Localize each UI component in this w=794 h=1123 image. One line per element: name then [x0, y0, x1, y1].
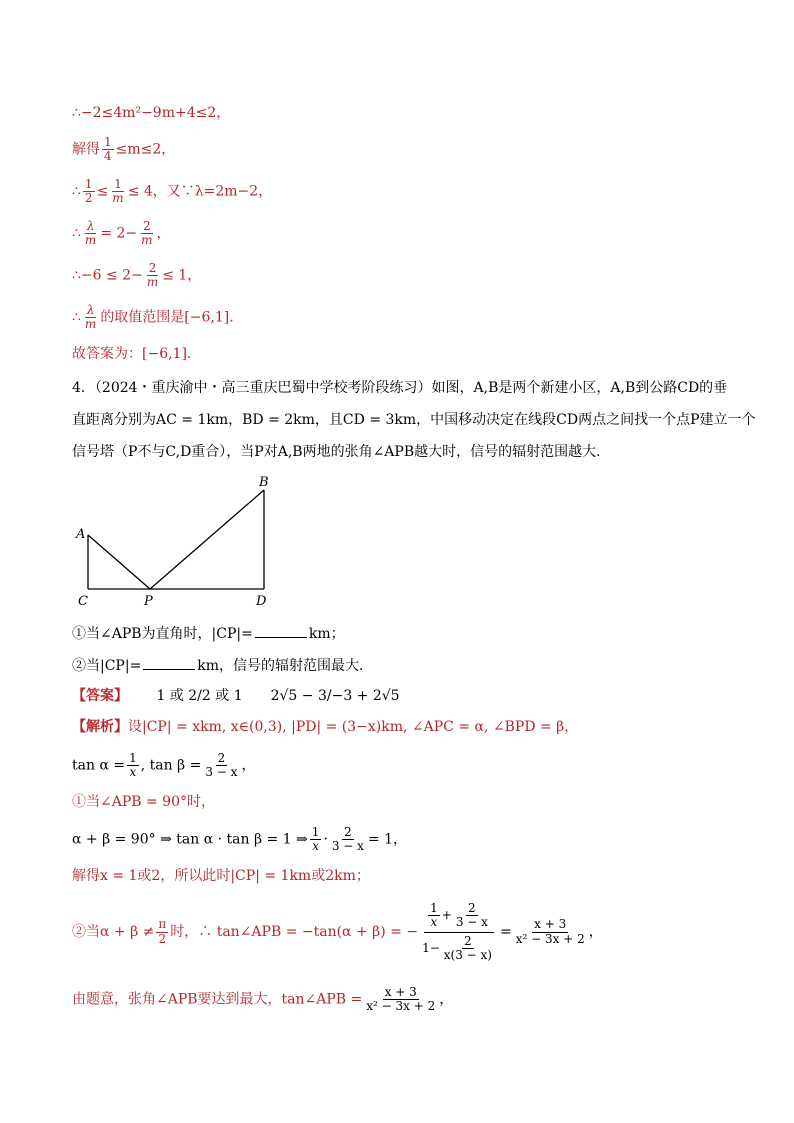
analysis-line-4 [72, 826, 407, 853]
compound-denominator [420, 933, 498, 962]
fraction-numerator: 1 [430, 901, 438, 916]
derivation-line-2 [72, 136, 175, 163]
fraction-numerator: x + 3 [534, 917, 567, 932]
fraction [83, 178, 95, 205]
fraction-denominator: 3 − x [455, 915, 488, 930]
fraction-denominator: x [129, 765, 137, 780]
text: ∴ [72, 183, 81, 200]
fraction-numerator: 2 [344, 825, 352, 839]
text: ②当α + β ≠ [72, 923, 155, 940]
fraction-denominator: m [84, 233, 97, 248]
label-d: D [256, 594, 267, 609]
derivation-line-6 [72, 304, 234, 331]
text: 解得 [72, 141, 100, 158]
text: ， [588, 923, 603, 940]
text: + [441, 908, 452, 923]
fraction-denominator: 2 [84, 191, 93, 206]
text: = 1， [367, 831, 408, 848]
text: α + β = 90° ⇒ tan α · tan β = 1 ⇒ [72, 831, 308, 848]
fraction [127, 752, 139, 779]
fraction-numerator: 1 [114, 177, 122, 191]
text: ≤ [96, 183, 109, 200]
analysis-line-7 [72, 986, 453, 1013]
fraction-numerator: 2 [464, 933, 472, 948]
text: 由题意，张角∠APB要达到最大，tan∠APB = [72, 991, 363, 1008]
fraction [310, 826, 322, 853]
text: ， [241, 757, 256, 774]
problem-text-line-2: 直距离分别为AC = 1km，BD = 2km，且CD = 3km，中国移动决定在线段CD两点之间找一个点P建立一个 [72, 412, 756, 428]
text: , tan β = [140, 757, 202, 774]
fraction [428, 902, 440, 929]
fraction [442, 935, 494, 962]
question-2 [72, 656, 373, 675]
fraction [145, 262, 160, 289]
answer-blank-1 [255, 624, 307, 638]
fraction-numerator: 2 [143, 219, 151, 233]
analysis-line-3: ①当∠APB = 90°时， [72, 794, 215, 810]
text: ≤ 4，又∵λ=2m−2， [127, 183, 273, 200]
analysis-line-2 [72, 752, 255, 779]
text: ①当∠APB为直角时，|CP|= [72, 626, 253, 642]
derivation-line-3 [72, 178, 272, 205]
text: 的取值范围是[−6,1]. [100, 309, 234, 326]
fraction-numerator: 2 [217, 751, 226, 765]
fraction [83, 220, 98, 247]
fraction-numerator: 1 [84, 177, 93, 191]
text: ∴ [72, 309, 81, 326]
fraction-numerator: 1 [104, 135, 112, 149]
fraction-denominator: x² − 3x + 2 [366, 999, 436, 1014]
fraction-numerator: π [158, 917, 167, 932]
geometry-figure [70, 472, 290, 612]
derivation-line-5 [72, 262, 201, 289]
text: ， [156, 225, 171, 242]
text: 1− [422, 940, 440, 955]
compound-numerator [424, 902, 494, 932]
text: 设|CP| = xkm, x∈(0,3), |PD| = (3−x)km, ∠APC = α, ∠BPD = β， [128, 719, 579, 735]
text: = 2− [100, 225, 138, 242]
analysis-line-5: 解得x = 1或2，所以此时|CP| = 1km或2km； [72, 868, 370, 884]
answer-blank-2 [143, 656, 195, 670]
problem-text-line-3: 信号塔（P不与C,D重合），当P对A,B两地的张角∠APB越大时，信号的辐射范围越大． [72, 444, 611, 460]
derivation-line-1: ∴−2≤4m²−9m+4≤2， [72, 105, 231, 121]
analysis-tag: 【解析】 [72, 719, 128, 735]
answer-line [72, 688, 400, 705]
final-answer-line: 故答案为：[−6,1]. [72, 346, 192, 362]
fraction-denominator: 4 [104, 149, 112, 164]
text: ， [439, 991, 454, 1008]
fraction [156, 918, 168, 945]
fraction-denominator: m [146, 275, 159, 290]
text: tan α = [72, 757, 126, 774]
label-p: P [144, 594, 153, 609]
answer-tag: 【答案】 [72, 688, 128, 704]
segment-bp [150, 490, 264, 589]
fraction-denominator: x² − 3x + 2 [515, 931, 585, 946]
fraction-numerator: 1 [129, 751, 137, 765]
fraction-numerator: 2 [468, 901, 476, 916]
fraction-denominator: x(3 − x) [443, 947, 492, 962]
fraction-denominator: 2 [158, 931, 167, 946]
fraction-denominator: 3 − x [331, 839, 364, 854]
analysis-line-1 [72, 719, 578, 736]
text: · [323, 831, 328, 848]
question-1 [72, 624, 345, 643]
fraction-denominator: m [141, 233, 153, 248]
fraction-numerator: λ [86, 303, 95, 317]
fraction [514, 918, 587, 945]
text: km； [308, 626, 345, 642]
fraction [330, 826, 366, 853]
fraction [454, 902, 490, 929]
fraction-numerator: x + 3 [384, 985, 417, 999]
text: km，信号的辐射范围最大． [197, 658, 374, 674]
problem-text-line-1: 4．（2024・重庆渝中・高三重庆巴蜀中学校考阶段练习）如图，A,B是两个新建小区，A,B到公路CD的垂 [72, 380, 728, 396]
fraction [364, 986, 437, 1013]
fraction-denominator: 3 − x [205, 765, 238, 780]
text: ∴ [72, 225, 81, 242]
fraction [139, 220, 154, 247]
text: 时，∴ tan∠APB = −tan(α + β) = − [170, 923, 419, 940]
fraction-numerator: 2 [148, 261, 157, 275]
segment-ap [88, 535, 150, 589]
fraction-denominator: x [312, 839, 319, 854]
fraction [102, 136, 114, 163]
fraction-numerator: 1 [311, 825, 320, 839]
fraction [83, 304, 98, 331]
fraction-denominator: x [430, 915, 438, 930]
fraction-numerator: λ [86, 219, 95, 233]
text: ②当|CP|= [72, 658, 142, 674]
text: = [499, 923, 512, 940]
fraction [110, 178, 125, 205]
label-c: C [78, 594, 88, 609]
derivation-line-4 [72, 220, 171, 247]
fraction-denominator: m [84, 317, 97, 332]
compound-fraction [420, 902, 498, 962]
analysis-line-6 [72, 900, 603, 964]
text: ≤m≤2， [115, 141, 176, 158]
fraction-denominator: m [112, 191, 124, 206]
answer-value: 1 或 2/2 或 1 2√5 − 3/−3 + 2√5 [156, 688, 400, 704]
fraction [203, 752, 239, 779]
text: ≤ 1， [162, 267, 202, 284]
label-a: A [76, 527, 86, 542]
text: ∴−6 ≤ 2− [72, 267, 143, 284]
label-b: B [259, 475, 269, 490]
